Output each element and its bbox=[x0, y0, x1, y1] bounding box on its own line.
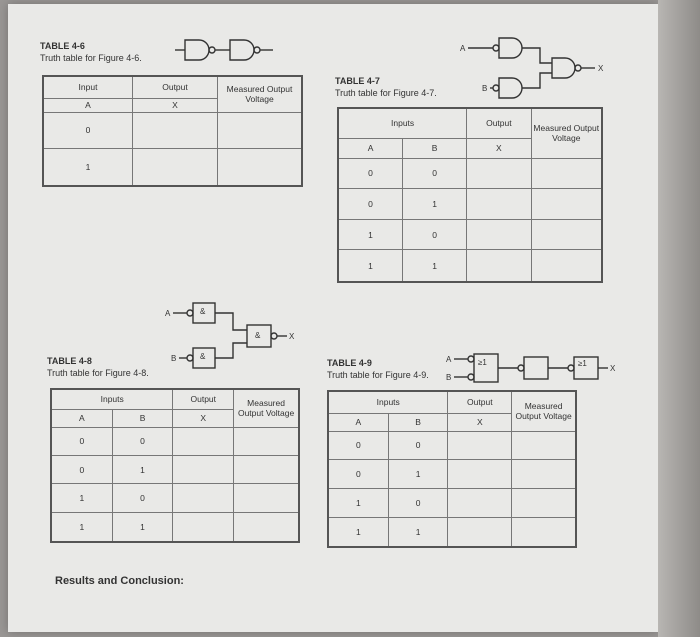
table49-var-a: A bbox=[328, 413, 388, 431]
table49-cell: 1 bbox=[388, 460, 448, 489]
table46-output-cell[interactable] bbox=[133, 148, 218, 186]
table48-measured-cell[interactable] bbox=[234, 427, 299, 455]
table49-cell: 0 bbox=[328, 431, 388, 460]
table47-cell: 1 bbox=[403, 189, 467, 220]
fig48-and-symbol: & bbox=[200, 352, 206, 361]
fig48-and-symbol: & bbox=[255, 331, 261, 340]
table49-cell: 0 bbox=[328, 460, 388, 489]
table47-cell: 0 bbox=[338, 158, 403, 189]
table47-measured-header: Measured Output Voltage bbox=[531, 108, 602, 158]
table48-output-cell[interactable] bbox=[173, 427, 234, 455]
table48-inputs-header: Inputs bbox=[51, 389, 173, 409]
table48-cell: 1 bbox=[112, 455, 173, 483]
fig49-label-b: B bbox=[446, 373, 452, 382]
fig49-or-symbol: ≥1 bbox=[478, 358, 487, 367]
table49-output-cell[interactable] bbox=[448, 517, 512, 547]
table46-var-a: A bbox=[43, 98, 133, 112]
table47-output-header: Output bbox=[467, 108, 531, 138]
table46-var-x: X bbox=[133, 98, 218, 112]
table47-output-cell[interactable] bbox=[467, 189, 531, 220]
table47-output-cell[interactable] bbox=[467, 219, 531, 250]
table49-output-cell[interactable] bbox=[448, 431, 512, 460]
table46-input-header: Input bbox=[43, 76, 133, 98]
table47-title: TABLE 4-7 bbox=[335, 76, 380, 86]
table46-caption bbox=[40, 40, 142, 64]
table48-var-b: B bbox=[112, 409, 173, 427]
fig49-label-x: X bbox=[610, 364, 616, 373]
table48-measured-cell[interactable] bbox=[234, 455, 299, 483]
table48-measured-header: Measured Output Voltage bbox=[234, 389, 299, 427]
table47-cell: 1 bbox=[338, 250, 403, 282]
table46-output-header: Output bbox=[133, 76, 218, 98]
table46-cell: 0 bbox=[43, 112, 133, 148]
table47-cell: 0 bbox=[403, 219, 467, 250]
table48-output-cell[interactable] bbox=[173, 512, 234, 542]
table48-subtitle: Truth table for Figure 4-8. bbox=[47, 368, 149, 378]
table46-output-cell[interactable] bbox=[133, 112, 218, 148]
figure48-diagram bbox=[165, 300, 300, 370]
table48-output-header: Output bbox=[173, 389, 234, 409]
table46-cell: 1 bbox=[43, 148, 133, 186]
table49-var-x: X bbox=[448, 413, 512, 431]
fig47-label-b: B bbox=[482, 84, 488, 93]
table49-var-b: B bbox=[388, 413, 448, 431]
table48-measured-cell[interactable] bbox=[234, 512, 299, 542]
table48-cell: 1 bbox=[51, 484, 112, 512]
fig48-and-symbol: & bbox=[200, 307, 206, 316]
table49-measured-header: Measured Output Voltage bbox=[512, 391, 576, 431]
table46-measured-header: Measured Output Voltage bbox=[218, 76, 303, 112]
table49-measured-cell[interactable] bbox=[512, 517, 576, 547]
table49-title: TABLE 4-9 bbox=[327, 358, 372, 368]
table49-cell: 0 bbox=[388, 488, 448, 517]
table48-caption bbox=[47, 355, 149, 379]
table48-title: TABLE 4-8 bbox=[47, 356, 92, 366]
table49-measured-cell[interactable] bbox=[512, 431, 576, 460]
table48-cell: 1 bbox=[51, 512, 112, 542]
table49 bbox=[327, 390, 577, 548]
table47-output-cell[interactable] bbox=[467, 250, 531, 282]
table48-var-x: X bbox=[173, 409, 234, 427]
table46-subtitle: Truth table for Figure 4-6. bbox=[40, 53, 142, 63]
table47-var-x: X bbox=[467, 138, 531, 158]
table49-inputs-header: Inputs bbox=[328, 391, 448, 413]
page-edge-shadow bbox=[658, 0, 700, 637]
table47-var-a: A bbox=[338, 138, 403, 158]
table47-cell: 1 bbox=[403, 250, 467, 282]
table49-cell: 1 bbox=[328, 488, 388, 517]
table47-measured-cell[interactable] bbox=[531, 250, 602, 282]
table49-cell: 1 bbox=[328, 517, 388, 547]
figure47-diagram bbox=[460, 35, 630, 105]
results-conclusion-label: Results and Conclusion: bbox=[55, 575, 184, 587]
fig49-or-symbol: ≥1 bbox=[578, 359, 587, 368]
table49-cell: 0 bbox=[388, 431, 448, 460]
figure46-inverters bbox=[175, 38, 295, 68]
table49-measured-cell[interactable] bbox=[512, 488, 576, 517]
table48-output-cell[interactable] bbox=[173, 455, 234, 483]
table46-title: TABLE 4-6 bbox=[40, 41, 85, 51]
table49-output-cell[interactable] bbox=[448, 460, 512, 489]
table47 bbox=[337, 107, 603, 283]
figure49-diagram bbox=[446, 352, 621, 388]
table49-output-cell[interactable] bbox=[448, 488, 512, 517]
table47-cell: 1 bbox=[338, 219, 403, 250]
table47-measured-cell[interactable] bbox=[531, 158, 602, 189]
table47-output-cell[interactable] bbox=[467, 158, 531, 189]
table48-cell: 1 bbox=[112, 512, 173, 542]
table47-caption bbox=[335, 75, 437, 99]
table47-cell: 0 bbox=[338, 189, 403, 220]
table49-output-header: Output bbox=[448, 391, 512, 413]
fig47-label-a: A bbox=[460, 44, 466, 53]
table46-measured-cell[interactable] bbox=[218, 148, 303, 186]
table48-cell: 0 bbox=[51, 427, 112, 455]
table48 bbox=[50, 388, 300, 543]
table48-var-a: A bbox=[51, 409, 112, 427]
table49-caption bbox=[327, 357, 429, 381]
fig49-label-a: A bbox=[446, 355, 452, 364]
table47-cell: 0 bbox=[403, 158, 467, 189]
table49-measured-cell[interactable] bbox=[512, 460, 576, 489]
table48-output-cell[interactable] bbox=[173, 484, 234, 512]
table49-subtitle: Truth table for Figure 4-9. bbox=[327, 370, 429, 380]
table48-cell: 0 bbox=[112, 427, 173, 455]
table47-measured-cell[interactable] bbox=[531, 219, 602, 250]
table47-subtitle: Truth table for Figure 4-7. bbox=[335, 88, 437, 98]
table46-measured-cell[interactable] bbox=[218, 112, 303, 148]
table47-var-b: B bbox=[403, 138, 467, 158]
fig48-label-x: X bbox=[289, 332, 295, 341]
table48-cell: 0 bbox=[51, 455, 112, 483]
table49-cell: 1 bbox=[388, 517, 448, 547]
fig47-label-x: X bbox=[598, 64, 604, 73]
table47-inputs-header: Inputs bbox=[338, 108, 467, 138]
table47-measured-cell[interactable] bbox=[531, 189, 602, 220]
table48-cell: 0 bbox=[112, 484, 173, 512]
fig48-label-a: A bbox=[165, 309, 171, 318]
fig48-label-b: B bbox=[171, 354, 177, 363]
table48-measured-cell[interactable] bbox=[234, 484, 299, 512]
table46 bbox=[42, 75, 303, 187]
